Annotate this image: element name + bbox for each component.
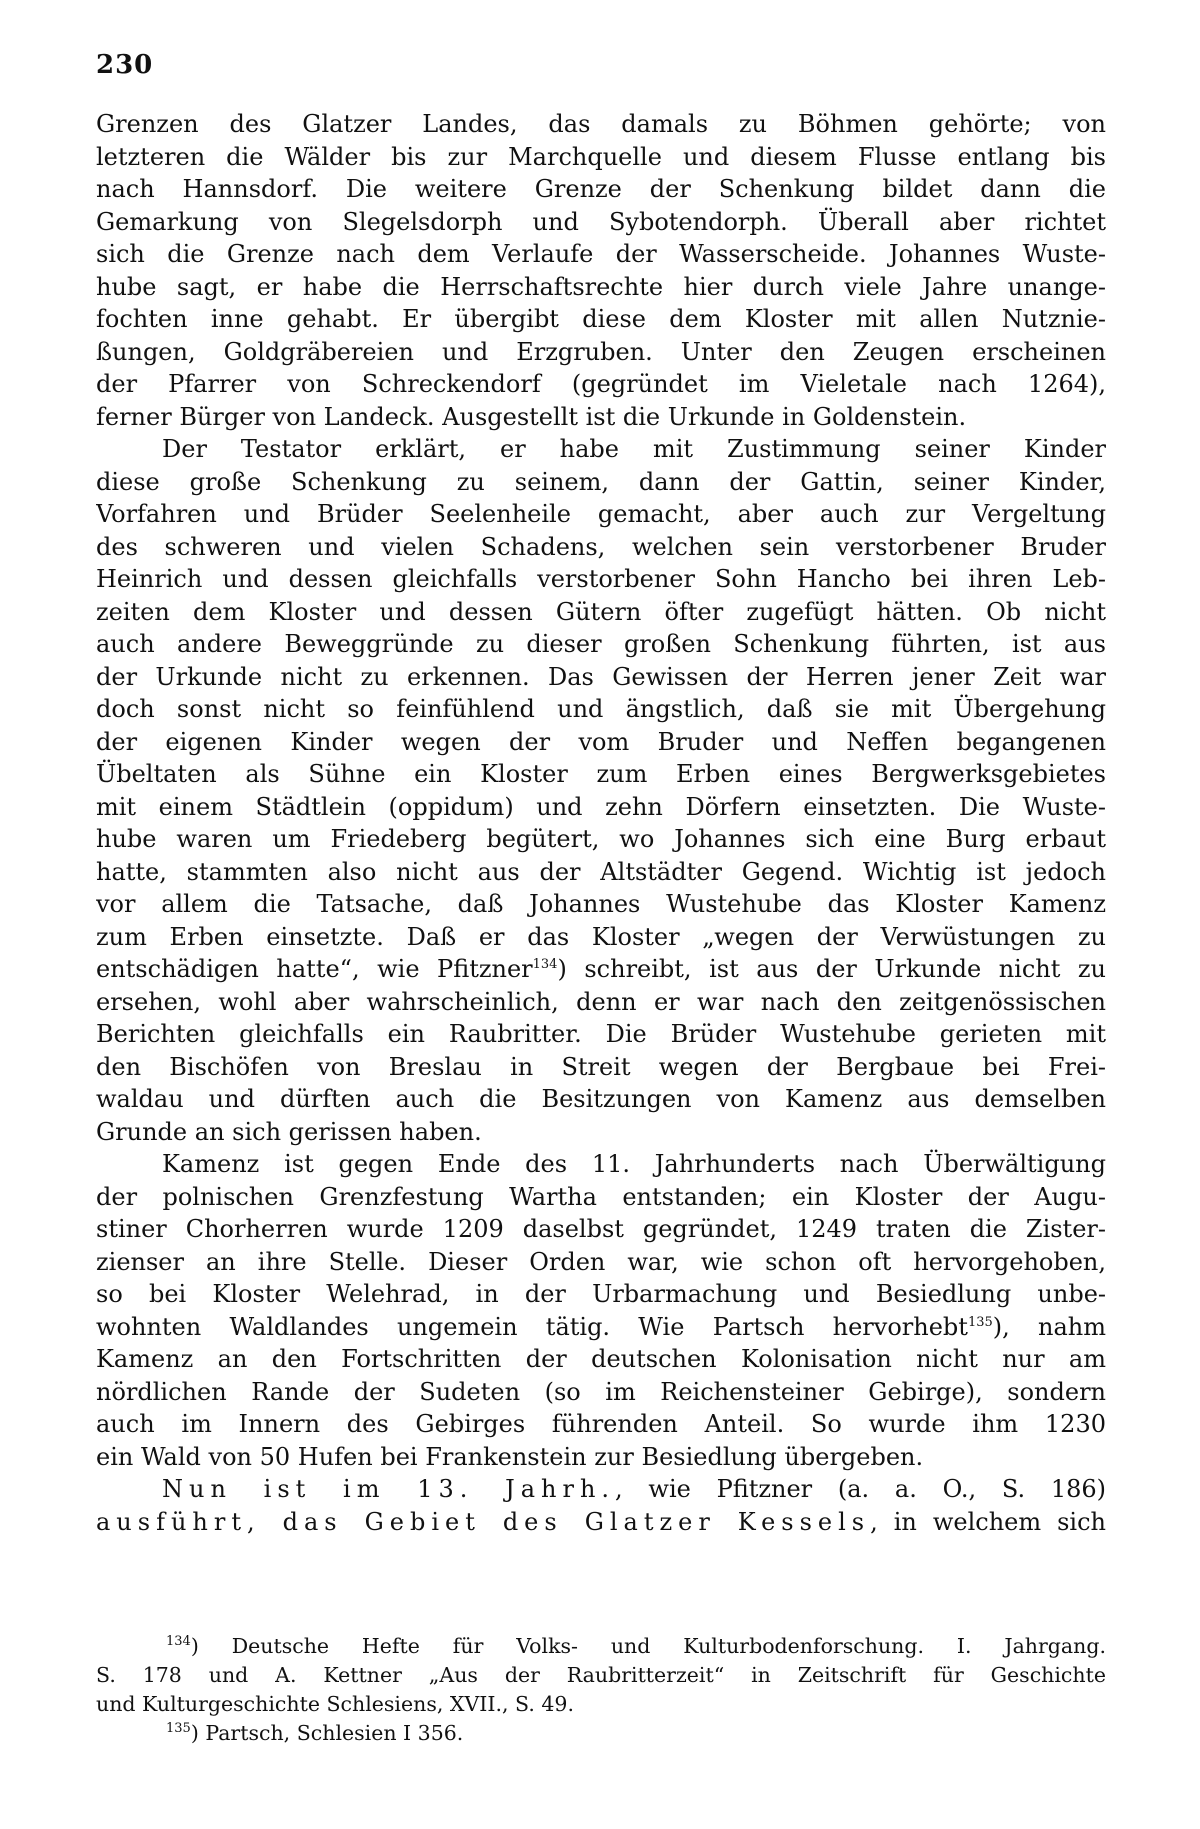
text-line: Vorfahren und Brüder Seelenheile gemacht, aber auch zur Vergeltung: [96, 500, 1106, 528]
text-line: zienser an ihre Stelle. Dieser Orden war, wie schon oft hervorgehoben,: [96, 1247, 1106, 1276]
spaced-text: ausführt, das Gebiet des Glatzer Kessels: [96, 1507, 871, 1536]
footnote-134: [96, 1632, 1106, 1661]
text-line: hatte, stammten also nicht aus der Altstädter Gegend. Wichtig ist jedoch: [96, 857, 1106, 886]
text-line: auch andere Beweggründe zu dieser großen Schenkung führten, ist aus: [96, 630, 1106, 658]
footnotes: [96, 1632, 1106, 1748]
text-line: Berichten gleichfalls ein Raubritter. Die Brüder Wustehube gerieten mit: [96, 1020, 1106, 1048]
text-line: nördlichen Rande der Sudeten (so im Reichensteiner Gebirge), sondern: [96, 1377, 1106, 1406]
text-line: der polnischen Grenzfestung Wartha entstanden; ein Kloster der Augu-: [96, 1182, 1106, 1211]
text-line: nach Hannsdorf. Die weitere Grenze der Schenkung bildet dann die: [96, 175, 1106, 203]
text-line-with-footnote: [96, 953, 1106, 986]
footnote-134-continuation: S. 178 und A. Kettner „Aus der Raubritterzeit“ in Zeitschrift für Geschichte: [96, 1663, 1106, 1687]
text-segment: wohnten Waldlandes ungemein tätig. Wie Partsch hervorhebt: [96, 1312, 968, 1341]
text-line: waldau und dürften auch die Besitzungen von Kamenz aus demselben: [96, 1085, 1106, 1113]
body-text: [96, 108, 1106, 1538]
text-line: zum Erben einsetzte. Daß er das Kloster „wegen der Verwüstungen zu: [96, 922, 1106, 951]
text-line: ferner Bürger von Landeck. Ausgestellt ist die Urkunde in Goldenstein.: [96, 402, 967, 431]
text-line: der eigenen Kinder wegen der vom Bruder und Neffen begangenen: [96, 727, 1106, 756]
footnote-ref[interactable]: 134: [532, 957, 558, 972]
text-line: Der Testator erklärt, er habe mit Zustimmung seiner Kinder: [162, 435, 1106, 463]
text-line: Heinrich und dessen gleichfalls verstorbener Sohn Hancho bei ihren Leb-: [96, 565, 1106, 593]
text-line: hube waren um Friedeberg begütert, wo Johannes sich eine Burg erbaut: [96, 825, 1106, 853]
text-line: Grenzen des Glatzer Landes, das damals zu Böhmen gehörte; von: [96, 110, 1106, 138]
footnote-mark: 134: [166, 1634, 191, 1650]
spaced-text: Nun ist im 13. Jahrh.: [162, 1475, 616, 1503]
text-line: den Bischöfen von Breslau in Streit wegen der Bergbaue bei Frei-: [96, 1052, 1106, 1081]
text-line: der Urkunde nicht zu erkennen. Das Gewissen der Herren jener Zeit war: [96, 662, 1106, 691]
text-line-spaced: [96, 1506, 1106, 1539]
text-segment: , wie Pfitzner (a. a. O., S. 186): [615, 1475, 1106, 1503]
text-line: auch im Innern des Gebirges führenden Anteil. So wurde ihm 1230: [96, 1410, 1106, 1438]
text-segment: , in welchem sich: [870, 1507, 1106, 1536]
footnote-134-continuation: und Kulturgeschichte Schlesiens, XVII., S. 49.: [96, 1692, 574, 1716]
text-line: letzteren die Wälder bis zur Marchquelle und diesem Flusse entlang bis: [96, 142, 1106, 171]
page-number: 230: [96, 50, 154, 80]
text-line: doch sonst nicht so feinfühlend und ängstlich, daß sie mit Übergehung: [96, 695, 1106, 723]
footnote-ref[interactable]: 135: [967, 1314, 993, 1330]
text-line: Kamenz ist gegen Ende des 11. Jahrhunderts nach Überwältigung: [162, 1150, 1106, 1178]
text-line-spaced: [96, 1473, 1106, 1506]
text-line: ßungen, Goldgräbereien und Erzgruben. Unter den Zeugen erscheinen: [96, 337, 1106, 366]
text-line: Übeltaten als Sühne ein Kloster zum Erben eines Bergwerksgebietes: [96, 760, 1106, 788]
text-line: diese große Schenkung zu seinem, dann der Gattin, seiner Kinder,: [96, 467, 1106, 496]
text-line-with-footnote: [96, 1311, 1106, 1344]
footnote-135: [96, 1719, 1106, 1748]
text-line: so bei Kloster Welehrad, in der Urbarmachung und Besiedlung unbe-: [96, 1280, 1106, 1308]
text-segment: entschädigen hatte“, wie Pfitzner: [96, 955, 533, 983]
text-line: mit einem Städtlein (oppidum) und zehn Dörfern einsetzten. Die Wuste-: [96, 792, 1106, 821]
text-line: ersehen, wohl aber wahrscheinlich, denn er war nach den zeitgenössischen: [96, 987, 1106, 1016]
text-line: der Pfarrer von Schreckendorf (gegründet im Vieletale nach 1264),: [96, 370, 1106, 398]
text-line: fochten inne gehabt. Er übergibt diese dem Kloster mit allen Nutznie-: [96, 305, 1106, 333]
text-segment: ), nahm: [992, 1312, 1106, 1341]
text-line: ein Wald von 50 Hufen bei Frankenstein zur Besiedlung übergeben.: [96, 1442, 924, 1471]
text-line: zeiten dem Kloster und dessen Gütern öfter zugefügt hätten. Ob nicht: [96, 597, 1106, 626]
text-line: sich die Grenze nach dem Verlaufe der Wasserscheide. Johannes Wuste-: [96, 240, 1106, 268]
text-line: hube sagt, er habe die Herrschaftsrechte hier durch viele Jahre unange-: [96, 272, 1106, 301]
text-line: Grunde an sich gerissen haben.: [96, 1117, 482, 1146]
text-line: Gemarkung von Slegelsdorph und Sybotendorph. Überall aber richtet: [96, 207, 1106, 236]
text-line: Kamenz an den Fortschritten der deutschen Kolonisation nicht nur am: [96, 1345, 1106, 1373]
text-line: vor allem die Tatsache, daß Johannes Wustehube das Kloster Kamenz: [96, 890, 1106, 918]
text-segment: ) schreibt, ist aus der Urkunde nicht zu: [557, 955, 1106, 983]
text-line: stiner Chorherren wurde 1209 daselbst gegründet, 1249 traten die Zister-: [96, 1215, 1106, 1243]
footnote-text: ) Partsch, Schlesien I 356.: [190, 1721, 464, 1745]
footnote-mark: 135: [166, 1721, 191, 1737]
text-line: des schweren und vielen Schadens, welchen sein verstorbener Bruder: [96, 532, 1106, 561]
footnote-text: ) Deutsche Hefte für Volks- und Kulturbodenforschung. I. Jahrgang.: [190, 1634, 1106, 1658]
